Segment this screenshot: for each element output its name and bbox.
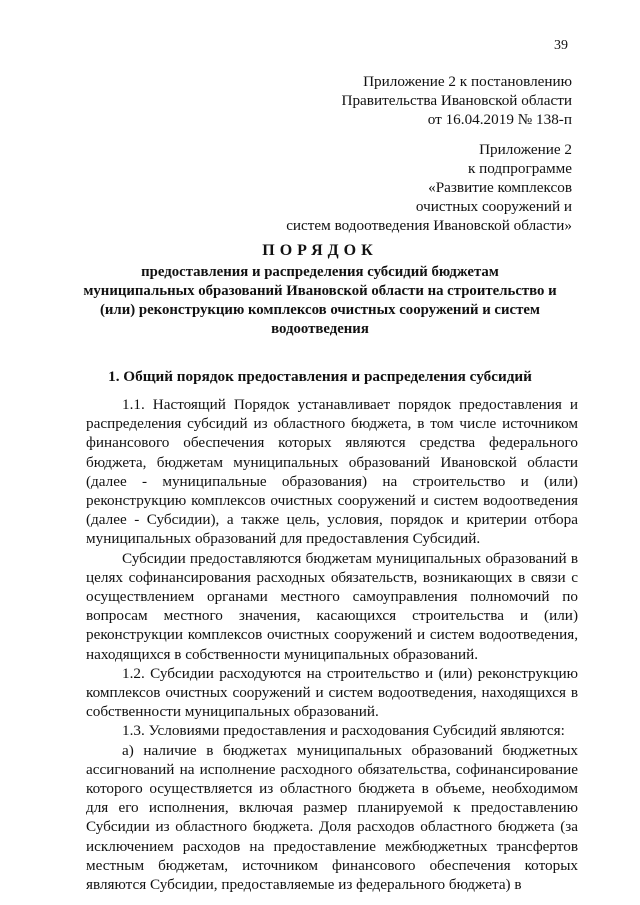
document-subtitle bbox=[60, 263, 580, 339]
approval-line: от 16.04.2019 № 138-п bbox=[427, 111, 572, 128]
subtitle-line: (или) реконструкцию комплексов очистных сооружений и систем bbox=[99, 302, 541, 318]
paragraph: 1.2. Субсидии расходуются на строительство и (или) реконструкцию комплексов очистных сооружений и систем водоотведения, находящихся в собственности муниципальных образований. bbox=[86, 664, 578, 721]
paragraph: а) наличие в бюджетах муниципальных образований бюджетных ассигнований на исполнение расходного обязательства, софинансирование которого осуществляется из областного бюджета в объеме, необходимом для его исполнения, включая размер планируемой к предоставлению Субсидии из областного бюджета. Доля расходов областного бюджета (за исключением расходов на предоставление межбюджетных трансфертов местным бюджетам, источником финансового обеспечения которых являются Субсидии, предоставляемые из федерального бюджета) в bbox=[86, 741, 578, 894]
approval-block-subprogram bbox=[286, 140, 572, 235]
paragraph: 1.3. Условиями предоставления и расходования Субсидий являются: bbox=[122, 722, 565, 740]
document-title: ПОРЯДОК bbox=[262, 242, 378, 259]
approval-line: Правительства Ивановской области bbox=[341, 92, 572, 109]
page-number: 39 bbox=[554, 38, 568, 53]
approval-line: Приложение 2 к постановлению bbox=[363, 73, 572, 90]
document-title-block bbox=[60, 242, 580, 339]
body-text bbox=[86, 395, 578, 894]
approval-line: очистных сооружений и bbox=[415, 198, 572, 215]
section-heading: 1. Общий порядок предоставления и распределения субсидий bbox=[108, 368, 532, 385]
subtitle-line: предоставления и распределения субсидий бюджетам bbox=[141, 264, 499, 280]
approval-line: систем водоотведения Ивановской области» bbox=[286, 217, 572, 234]
paragraph: Субсидии предоставляются бюджетам муниципальных образований в целях софинансирования расходных обязательств, возникающих в связи с осуществлением органами местного самоуправления полномочий по вопросам местного значения, касающихся строительства и (или) реконструкции комплексов очистных сооружений и систем водоотведения, находящихся в собственности муниципальных образований. bbox=[86, 549, 578, 663]
approval-block-resolution bbox=[342, 72, 573, 129]
subtitle-line: водоотведения bbox=[271, 321, 369, 337]
paragraph: 1.1. Настоящий Порядок устанавливает порядок предоставления и распределения субсидий из областного бюджета, в том числе источником финансового обеспечения которых являются средства федерального бюджета, бюджетам муниципальных образований Ивановской области (далее - муниципальные образования) на строительство и (или) реконструкцию комплексов очистных сооружений и систем водоотведения (далее - Субсидии), а также цель, условия, порядок и критерии отбора муниципальных образований для предоставления Субсидий. bbox=[86, 396, 578, 548]
subtitle-line: муниципальных образований Ивановской области на строительство и bbox=[83, 283, 557, 299]
approval-line: Приложение 2 bbox=[479, 141, 572, 158]
approval-line: к подпрограмме bbox=[467, 160, 572, 177]
approval-line: «Развитие комплексов bbox=[428, 179, 572, 196]
